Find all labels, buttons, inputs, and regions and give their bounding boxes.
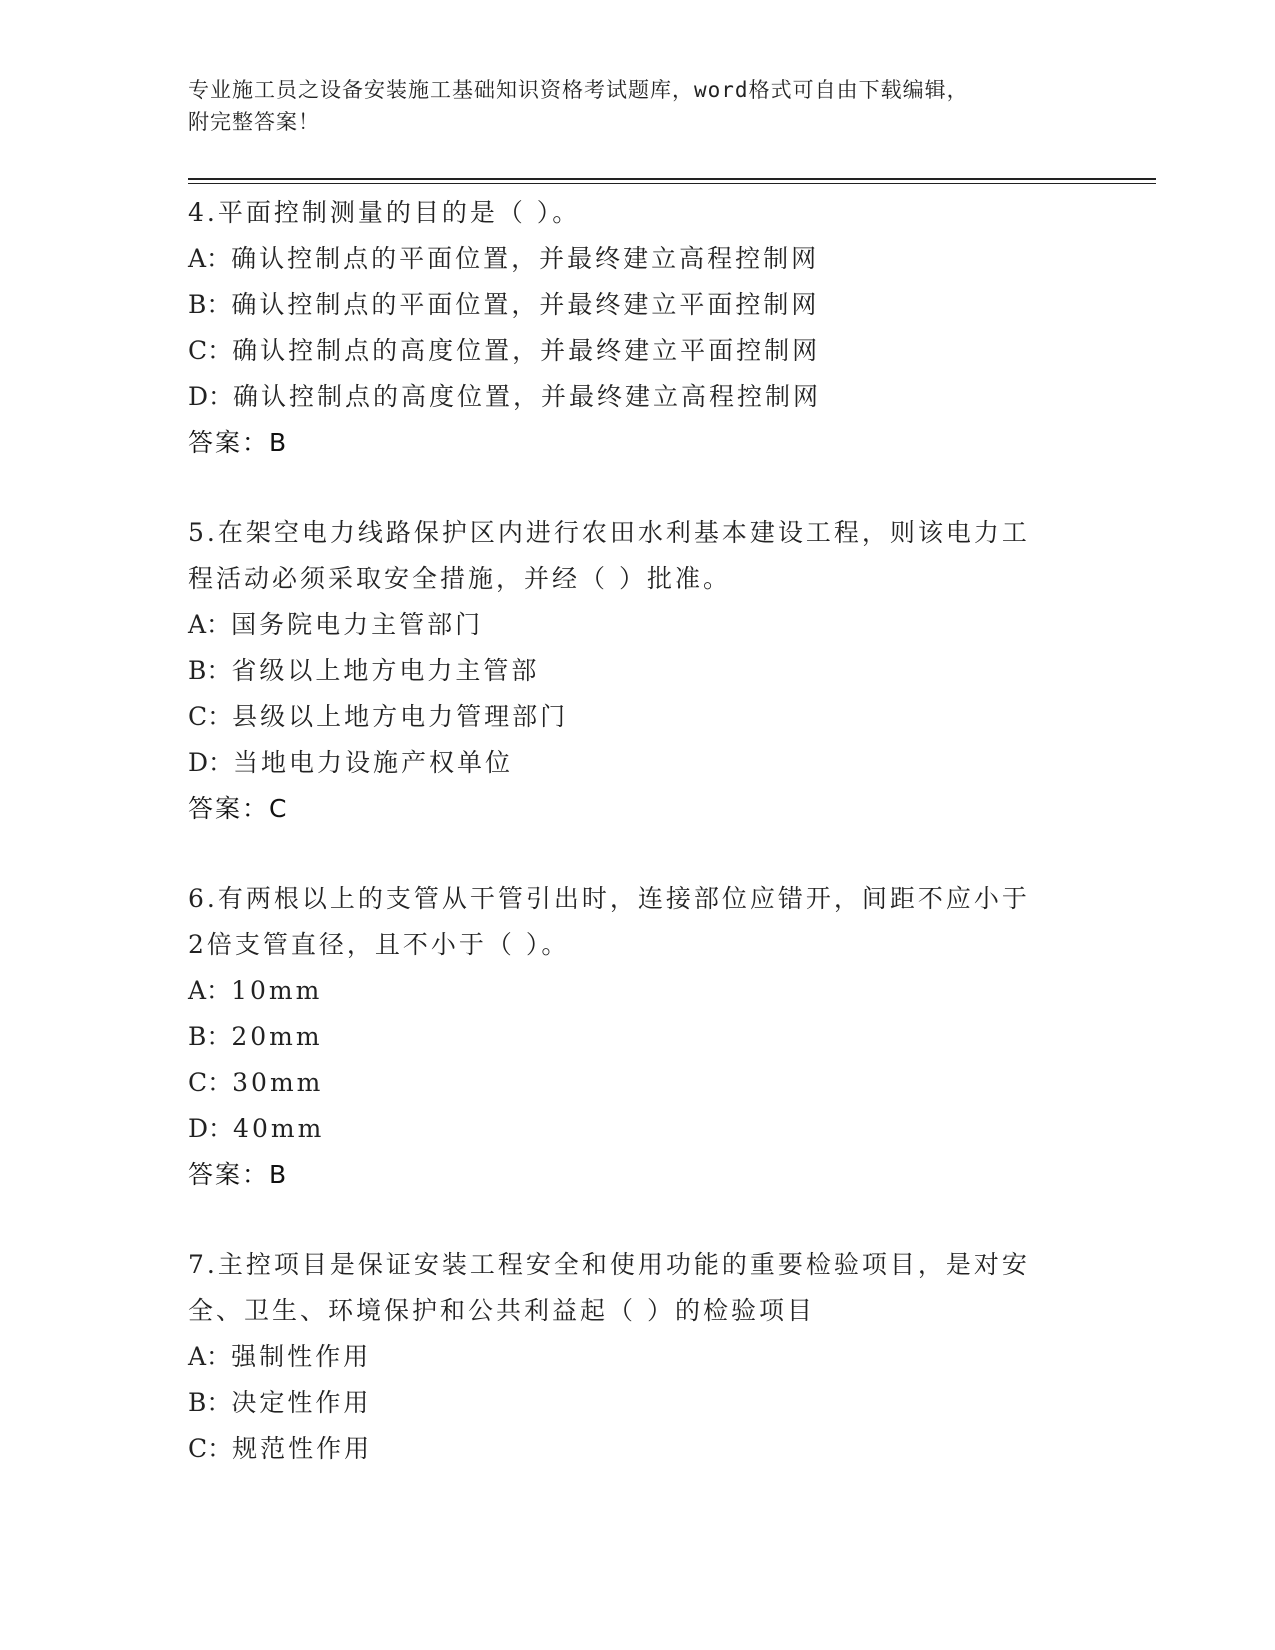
option-b <box>188 1014 1068 1060</box>
option-text: 决定性作用 <box>231 1388 372 1417</box>
option-letter: D： <box>188 382 234 411</box>
option-a <box>188 236 1068 282</box>
option-text: 10mm <box>231 976 323 1005</box>
question-stem-line-2: 2倍支管直径，且不小于（ ）。 <box>188 930 570 959</box>
option-letter: C： <box>188 336 233 365</box>
option-text: 县级以上地方电力管理部门 <box>232 702 569 731</box>
option-letter: A： <box>188 244 232 273</box>
option-c <box>188 1060 1068 1106</box>
option-letter: B： <box>188 1388 232 1417</box>
option-letter: D： <box>188 748 234 777</box>
option-letter: A： <box>188 976 232 1005</box>
option-text: 省级以上地方电力主管部 <box>231 656 540 685</box>
question-list <box>188 190 1068 1472</box>
option-c <box>188 694 1068 740</box>
header-line-2: 附完整答案！ <box>188 110 320 134</box>
option-b <box>188 1380 1068 1426</box>
question-5 <box>188 510 1068 832</box>
question-stem: 4.平面控制测量的目的是（ ）。 <box>188 198 581 227</box>
spacer <box>188 832 1068 876</box>
option-text: 确认控制点的平面位置，并最终建立平面控制网 <box>231 290 820 319</box>
answer-line: 答案：B <box>188 428 289 457</box>
option-text: 30mm <box>232 1068 324 1097</box>
option-letter: A： <box>188 610 232 639</box>
option-a <box>188 602 1068 648</box>
option-text: 强制性作用 <box>231 1342 372 1371</box>
option-b <box>188 282 1068 328</box>
header-line-1: 专业施工员之设备安装施工基础知识资格考试题库，word格式可自由下载编辑， <box>188 78 969 102</box>
header-divider-thick <box>188 178 1156 180</box>
question-6 <box>188 876 1068 1198</box>
option-letter: C： <box>188 702 233 731</box>
option-text: 规范性作用 <box>232 1434 373 1463</box>
document-header <box>188 74 1068 138</box>
question-stem-line-2: 全、卫生、环境保护和公共利益起（ ）的检验项目 <box>188 1296 815 1325</box>
header-divider-thin <box>188 183 1156 184</box>
option-text: 确认控制点的平面位置，并最终建立高程控制网 <box>231 244 820 273</box>
option-letter: A： <box>188 1342 232 1371</box>
question-7 <box>188 1242 1068 1472</box>
option-c <box>188 1426 1068 1472</box>
question-4 <box>188 190 1068 466</box>
question-stem-line-1: 6.有两根以上的支管从干管引出时，连接部位应错开，间距不应小于 <box>188 884 1030 913</box>
option-letter: C： <box>188 1434 233 1463</box>
question-stem-line-1: 5.在架空电力线路保护区内进行农田水利基本建设工程，则该电力工 <box>188 518 1030 547</box>
option-text: 国务院电力主管部门 <box>231 610 484 639</box>
option-letter: D： <box>188 1114 234 1143</box>
option-d <box>188 374 1068 420</box>
question-stem-line-2: 程活动必须采取安全措施，并经（ ）批准。 <box>188 564 731 593</box>
answer-line: 答案：C <box>188 794 289 823</box>
option-c <box>188 328 1068 374</box>
option-letter: B： <box>188 656 232 685</box>
option-a <box>188 968 1068 1014</box>
option-text: 确认控制点的高度位置，并最终建立平面控制网 <box>232 336 821 365</box>
option-text: 确认控制点的高度位置，并最终建立高程控制网 <box>233 382 822 411</box>
option-b <box>188 648 1068 694</box>
option-a <box>188 1334 1068 1380</box>
answer-line: 答案：B <box>188 1160 289 1189</box>
spacer <box>188 466 1068 510</box>
option-text: 20mm <box>231 1022 323 1051</box>
option-d <box>188 1106 1068 1152</box>
option-letter: B： <box>188 1022 232 1051</box>
question-stem-line-1: 7.主控项目是保证安装工程安全和使用功能的重要检验项目，是对安 <box>188 1250 1030 1279</box>
spacer <box>188 1198 1068 1242</box>
option-text: 40mm <box>233 1114 325 1143</box>
option-letter: C： <box>188 1068 233 1097</box>
option-text: 当地电力设施产权单位 <box>233 748 514 777</box>
option-d <box>188 740 1068 786</box>
option-letter: B： <box>188 290 232 319</box>
